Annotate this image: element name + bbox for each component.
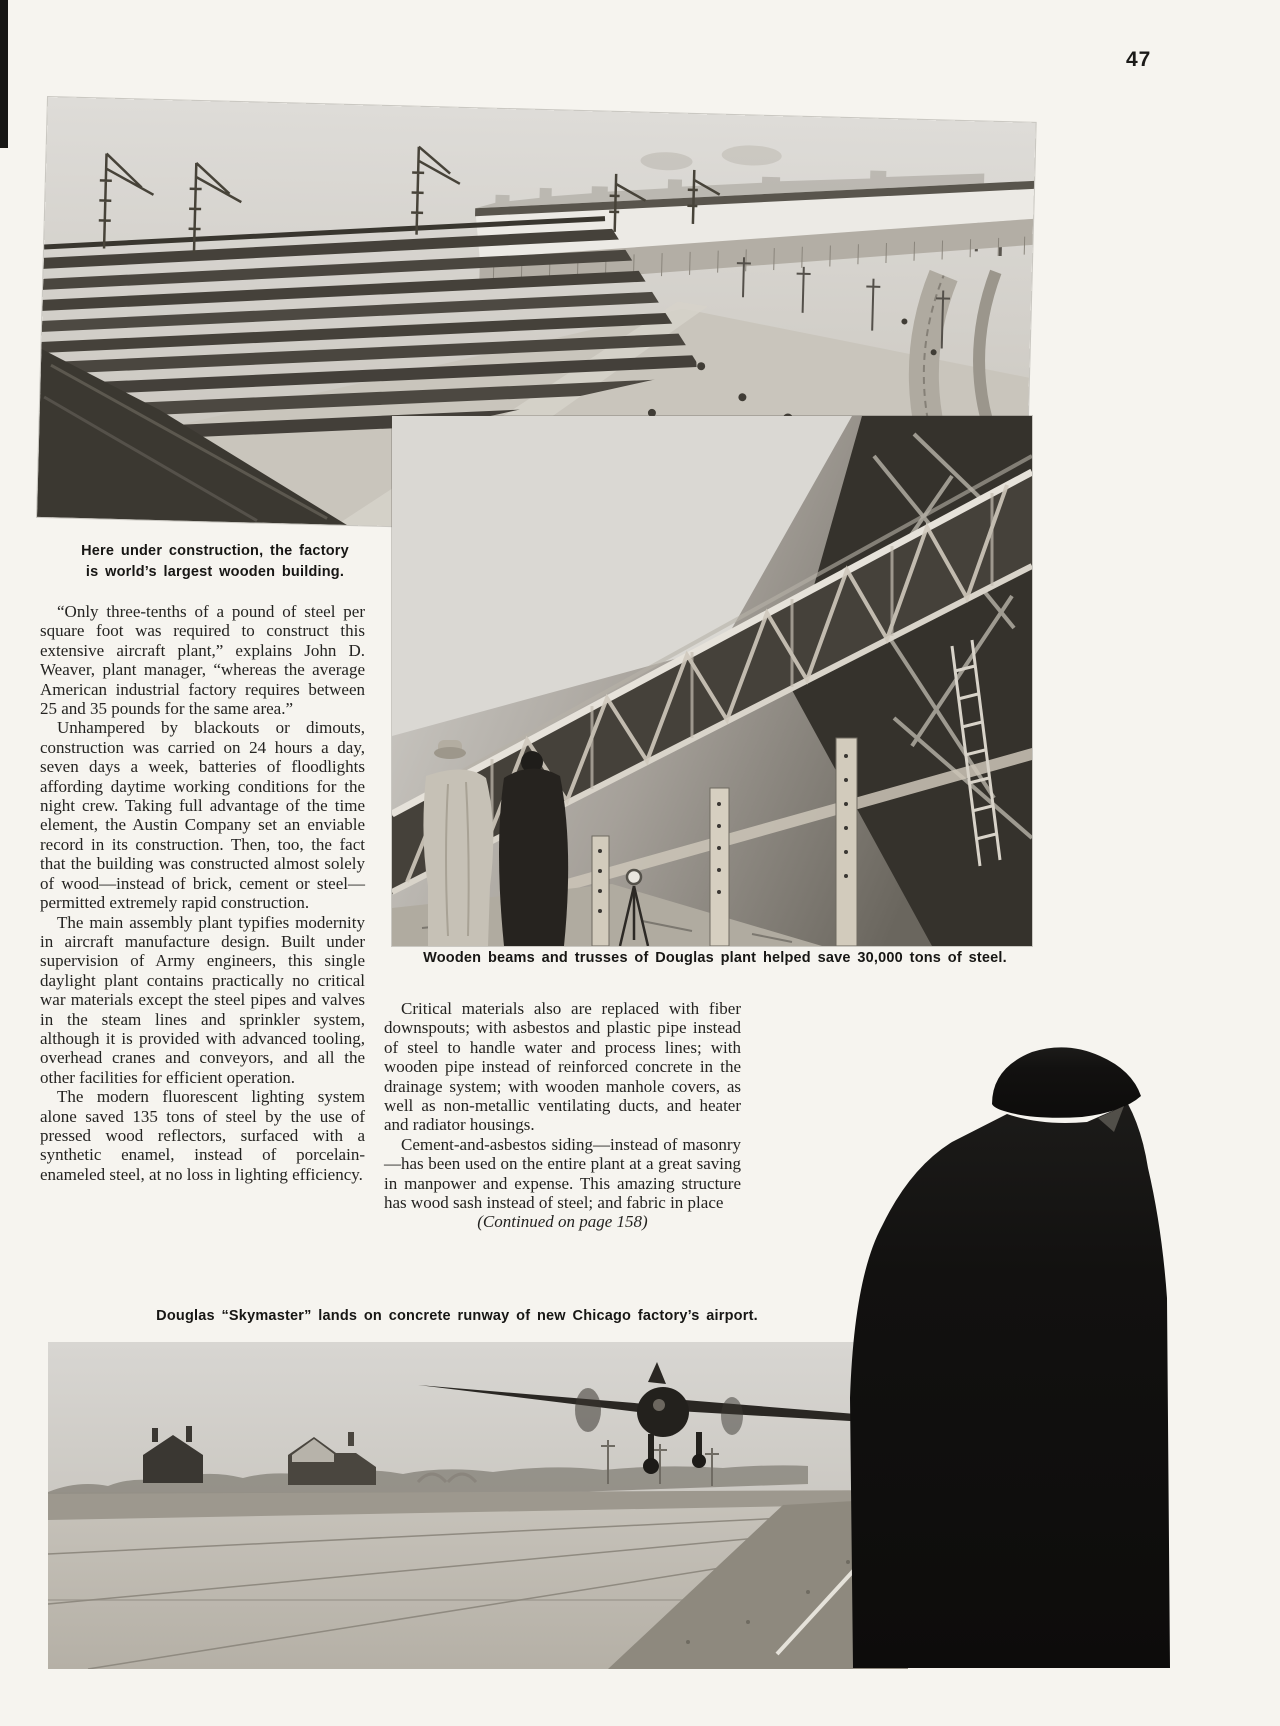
caption-bottom-photo: Douglas “Skymaster” lands on concrete runway of new Chicago factory’s airport. — [156, 1308, 758, 1324]
paragraph: The main assembly plant typifies modernity in aircraft manufacture design. Built under supervision of Army engineers, this single daylight plant contains practically no critical war materials except the steel pipes and valves in the steam lines and sprinkler system, although it is provided with advanced tooling, overhead cranes and conveyors, and all the other facilities for efficient operation. — [40, 912, 365, 1087]
paragraph: Cement-and-asbestos siding—instead of masonry—has been used on the entire plant at a great saving in manpower and expense. This amazing structure has wood sash instead of steel; and fabric in place — [384, 1134, 741, 1213]
caption-middle-photo: Wooden beams and trusses of Douglas plant helped save 30,000 tons of steel. — [423, 950, 1007, 966]
caption-top-line2: is world’s largest wooden building. — [85, 564, 345, 580]
paragraph: Critical materials also are replaced with fiber downspouts; with asbestos and plastic pipe instead of steel to handle water and process lines; with wooden pipe instead of reinforced concrete in the drainage system; with wooden manhole covers, as well as non-metallic ventilating ducts, and heater and radiator housings. — [384, 999, 741, 1135]
caption-top-photo — [62, 541, 368, 583]
runway-illustration — [48, 1342, 908, 1669]
officer-silhouette — [842, 1038, 1182, 1678]
continued-line: (Continued on page 158) — [477, 1212, 648, 1232]
photo-wooden-trusses — [392, 416, 1032, 946]
photo-skymaster-landing — [48, 1342, 908, 1669]
article-left-column — [40, 602, 365, 1184]
officer-silhouette-shape — [842, 1038, 1182, 1678]
paragraph: “Only three-tenths of a pound of steel per square foot was required to construct this extensive aircraft plant,” explains John D. Weaver, plant manager, “whereas the average American industrial factory requires between 25 and 35 pounds for the same area.” — [40, 602, 365, 719]
trusses-illustration — [392, 416, 1032, 946]
caption-top-line1: Here under construction, the factory — [81, 543, 349, 559]
worker-dark-coat — [499, 751, 568, 946]
paragraph: The modern fluorescent lighting system alone saved 135 tons of steel by the use of pressed wood reflectors, surfaced with a synthetic enamel, instead of porcelain-enameled steel, at no loss in lighting efficiency. — [40, 1087, 365, 1184]
scan-edge-artifact — [0, 0, 8, 148]
officer-cap — [992, 1047, 1141, 1117]
officer-torso — [850, 1104, 1170, 1668]
paragraph: Unhampered by blackouts or dimouts, construction was carried on 24 hours a day, seven days a week, batteries of floodlights affording daytime working conditions for the night crew. Taking full advantage of the time element, the Austin Company set an enviable record in its construction. Then, too, the fact that the building was constructed almost solely of wood—instead of brick, cement or steel—permitted extremely rapid construction. — [40, 718, 365, 913]
page-number: 47 — [1126, 48, 1152, 71]
article-right-column — [384, 999, 741, 1232]
